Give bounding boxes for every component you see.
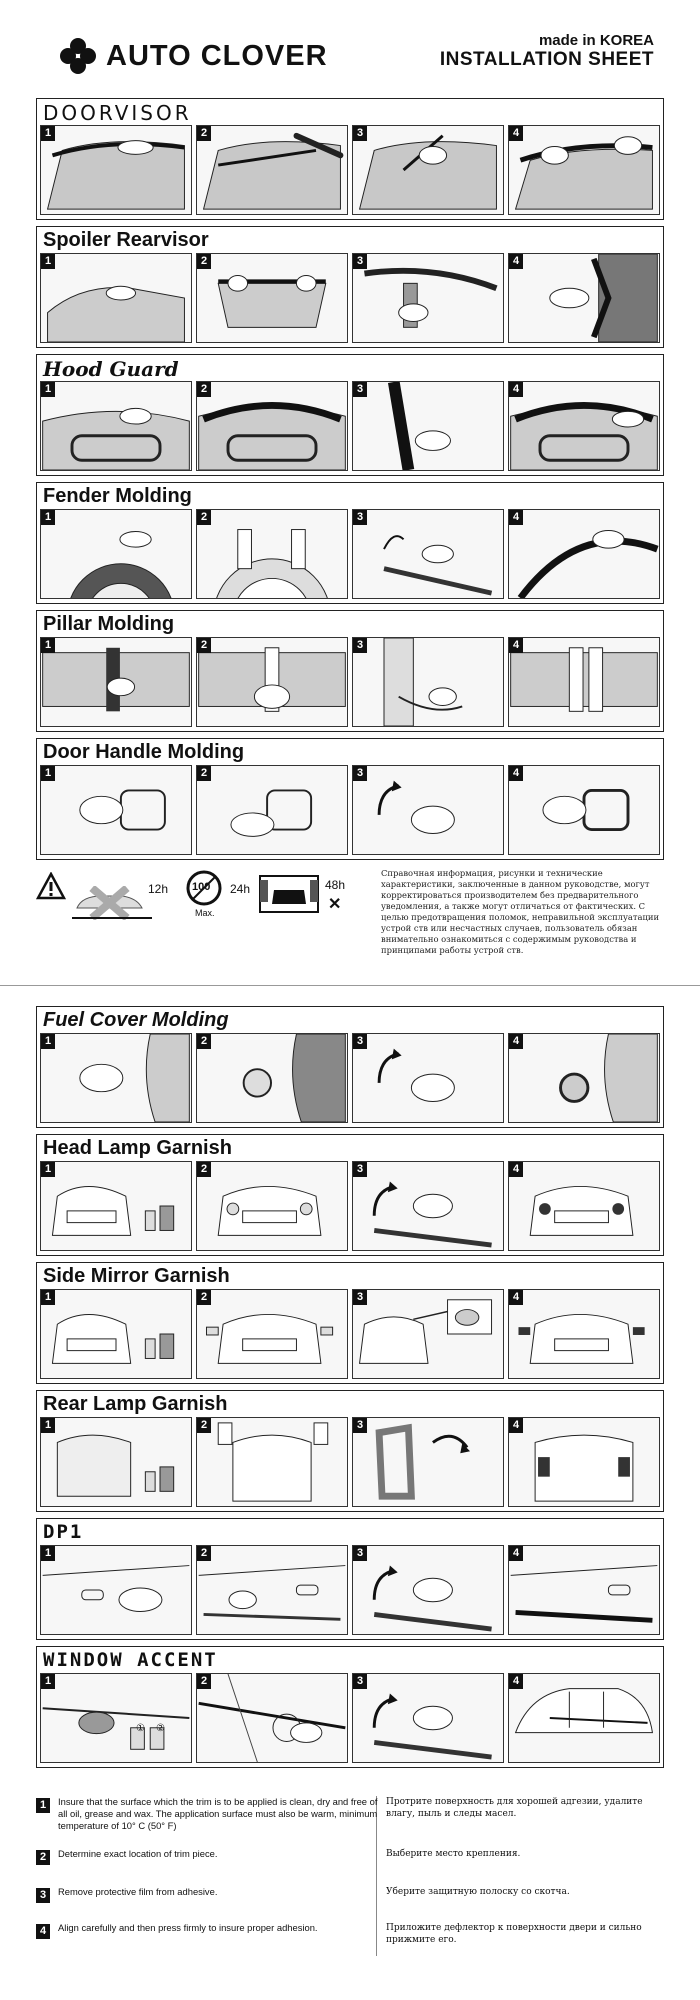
- step-panel: [196, 1673, 348, 1763]
- step-number: 1: [41, 766, 55, 781]
- instruction-en: Remove protective film from adhesive.: [58, 1886, 218, 1897]
- section-title: WINDOW ACCENT: [43, 1649, 218, 1671]
- step-panel: [352, 1033, 504, 1123]
- step-panel: [40, 1417, 192, 1507]
- section-door-visor: [36, 98, 664, 220]
- step-number: 1: [41, 1418, 55, 1433]
- step-number: 4: [509, 1290, 523, 1305]
- section-pillar-molding: [36, 610, 664, 732]
- step-panel: [196, 125, 348, 215]
- step-panel: [40, 253, 192, 343]
- step-number: 2: [197, 1674, 211, 1689]
- carwash-hours-label: 48h: [325, 878, 346, 892]
- car-front-illustration: [41, 1162, 191, 1250]
- car-front-illustration: [197, 1162, 347, 1250]
- door-visor-illustration: [41, 126, 191, 214]
- spoiler-press-illustration: [509, 254, 659, 342]
- section-title: Pillar Molding: [43, 613, 175, 635]
- step-number: 2: [197, 126, 211, 141]
- step-row: [40, 1545, 660, 1635]
- section-title: Fender Molding: [43, 485, 192, 507]
- step-number: 4: [509, 1546, 523, 1561]
- section-rear-lamp-garnish: [36, 1390, 664, 1512]
- peel-film-illustration: [353, 1034, 503, 1122]
- section-window-accent: [36, 1646, 664, 1768]
- car-front-illustration: [509, 1162, 659, 1250]
- step-number: 1: [41, 638, 55, 653]
- step-panel: [40, 765, 192, 855]
- wheel-arch-illustration: [41, 510, 191, 598]
- step-row: [40, 1161, 660, 1251]
- sheet-title: INSTALLATION SHEET: [439, 49, 654, 70]
- step-panel: [196, 1417, 348, 1507]
- step-number: 2: [197, 638, 211, 653]
- step-number: 4: [509, 766, 523, 781]
- step-panel: [508, 765, 660, 855]
- step-number: 2: [197, 510, 211, 525]
- instruction-en: Insure that the surface which the trim is to be applied is clean, dry and free of all oil, grease and wax. The application surface must also be warm, minimum temperature of 10° C (50° F): [58, 1796, 378, 1831]
- step-panel: [508, 125, 660, 215]
- rear-window-illustration: [197, 254, 347, 342]
- clover-icon: [60, 38, 96, 74]
- section-title: Spoiler Rearvisor: [43, 229, 209, 251]
- section-title: DP1: [43, 1521, 84, 1543]
- step-panel: [196, 1033, 348, 1123]
- pillar-illustration: [197, 638, 347, 726]
- step-panel: [196, 1289, 348, 1379]
- step-panel: [352, 1417, 504, 1507]
- step-panel: [196, 637, 348, 727]
- step-row: [40, 253, 660, 343]
- hood-front-illustration: [197, 382, 347, 470]
- step-row: [40, 1673, 660, 1763]
- section-head-lamp-garnish: [36, 1134, 664, 1256]
- peel-strip-illustration: [353, 1674, 503, 1762]
- step-number: 3: [353, 1546, 367, 1561]
- step-row: [40, 637, 660, 727]
- step-row: [40, 125, 660, 215]
- step-panel: [40, 637, 192, 727]
- brand-name: AUTO CLOVER: [106, 39, 328, 72]
- step-panel: [196, 253, 348, 343]
- pillar-illustration: [509, 638, 659, 726]
- step-number: 3: [353, 126, 367, 141]
- instruction-en: Align carefully and then press firmly to insure proper adhesion.: [58, 1922, 318, 1933]
- step-panel: [352, 765, 504, 855]
- step-number: 2: [197, 766, 211, 781]
- warning-triangle-icon: [36, 872, 66, 900]
- step-number: 3: [353, 1034, 367, 1049]
- section-title: Door Handle Molding: [43, 741, 245, 763]
- step-number: 3: [353, 766, 367, 781]
- car-rear-illustration: [197, 1418, 347, 1506]
- section-title: DOORVISOR: [43, 101, 192, 125]
- step-panel: [352, 381, 504, 471]
- car-rear-illustration: [41, 1418, 191, 1506]
- step-row: [40, 765, 660, 855]
- step-panel: [508, 1033, 660, 1123]
- step-panel: [40, 1545, 192, 1635]
- section-title: Hood Guard: [43, 357, 179, 381]
- step-number: 3: [353, 382, 367, 397]
- step-number: 4: [509, 382, 523, 397]
- step-number: 1: [41, 254, 55, 269]
- sheet-header: [22, 22, 668, 86]
- step-number: 3: [353, 254, 367, 269]
- step-panel: [352, 1289, 504, 1379]
- step-number: 4: [509, 1034, 523, 1049]
- step-panel: [196, 1545, 348, 1635]
- speed-limit-value: 100: [192, 881, 211, 893]
- car-wash-icon: [258, 874, 320, 914]
- step-panel: [508, 1673, 660, 1763]
- door-visor-illustration: [353, 126, 503, 214]
- step-number: 1: [41, 382, 55, 397]
- door-side-illustration: [197, 1546, 347, 1634]
- fuel-cap-illustration: [41, 1034, 191, 1122]
- step-panel: [40, 125, 192, 215]
- door-visor-illustration: [197, 126, 347, 214]
- step-panel: [40, 1289, 192, 1379]
- step-number: 3: [353, 510, 367, 525]
- instruction-ru: Уберите защитную полоску со скотча.: [386, 1887, 570, 1897]
- door-handle-illustration: [41, 766, 191, 854]
- step-number: 3: [353, 638, 367, 653]
- no-wash-icon: [72, 886, 152, 920]
- door-side-illustration: [41, 1546, 191, 1634]
- step-panel: [40, 381, 192, 471]
- car-front-illustration: [41, 1290, 191, 1378]
- step-panel: [352, 253, 504, 343]
- step-number: 3: [353, 1418, 367, 1433]
- step-row: [40, 1417, 660, 1507]
- instruction-number: 2: [36, 1850, 50, 1865]
- step-number: 4: [509, 1418, 523, 1433]
- step-number: 2: [197, 254, 211, 269]
- step-number: 2: [197, 382, 211, 397]
- step-panel: [196, 1161, 348, 1251]
- step-number: 3: [353, 1290, 367, 1305]
- step-row: [40, 1033, 660, 1123]
- wheel-arch-illustration: [509, 510, 659, 598]
- section-title: Fuel Cover Molding: [43, 1009, 229, 1031]
- made-in-label: made in KOREA: [538, 32, 654, 49]
- brand-logo: [60, 38, 328, 74]
- peel-film-illustration: [353, 766, 503, 854]
- wheel-arch-illustration: [197, 510, 347, 598]
- step-panel: [508, 381, 660, 471]
- section-dp1: [36, 1518, 664, 1640]
- section-fender-molding: [36, 482, 664, 604]
- car-side-illustration: [509, 1674, 659, 1762]
- step-panel: [508, 1545, 660, 1635]
- hood-front-illustration: [509, 382, 659, 470]
- speed-hours-label: 24h: [230, 882, 251, 896]
- prohibited-icon: ✕: [328, 896, 342, 913]
- russian-disclaimer: Справочная информация, рисунки и технические характеристики, заключенные в данном руководстве, могут корректироваться производителем без предварительного уведомления, а также могут отличаться от фактических. С целью предотвращения поломок, неправильной эксплуатации устрой ств или несчастных случаев, пользователь обязан внимательно ознакомиться с содержимым руководства и принципами работы устрой ств.: [381, 868, 660, 955]
- page-divider: [0, 985, 700, 986]
- step-number: 4: [509, 254, 523, 269]
- step-number: 4: [509, 1674, 523, 1689]
- instruction-en: Determine exact location of trim piece.: [58, 1848, 218, 1859]
- pillar-illustration: [41, 638, 191, 726]
- car-rear-illustration: [509, 1418, 659, 1506]
- step-panel: [352, 1161, 504, 1251]
- step-number: 1: [41, 1162, 55, 1177]
- step-panel: [40, 1673, 192, 1763]
- primer-step-2-icon: ②: [156, 1723, 165, 1734]
- lamp-garnish-piece-illustration: [353, 1418, 503, 1506]
- step-number: 1: [41, 126, 55, 141]
- instruction-number: 4: [36, 1924, 50, 1939]
- guard-strip-illustration: [353, 382, 503, 470]
- door-side-illustration: [509, 1546, 659, 1634]
- step-number: 4: [509, 1162, 523, 1177]
- section-door-handle-molding: [36, 738, 664, 860]
- section-title: Side Mirror Garnish: [43, 1265, 230, 1287]
- step-number: 1: [41, 1546, 55, 1561]
- step-number: 2: [197, 1290, 211, 1305]
- step-panel: [40, 509, 192, 599]
- step-panel: [196, 509, 348, 599]
- step-number: 2: [197, 1034, 211, 1049]
- instruction-number: 3: [36, 1888, 50, 1903]
- primer-step-1-icon: ①: [136, 1723, 145, 1734]
- wash-hours-label: 12h: [148, 882, 169, 896]
- step-number: 1: [41, 1034, 55, 1049]
- section-hood-guard: [36, 354, 664, 476]
- step-panel: [508, 253, 660, 343]
- car-front-illustration: [197, 1290, 347, 1378]
- section-title: Rear Lamp Garnish: [43, 1393, 228, 1415]
- instruction-ru: Выберите место крепления.: [386, 1849, 521, 1859]
- step-panel: [352, 125, 504, 215]
- step-number: 1: [41, 1290, 55, 1305]
- section-title: Head Lamp Garnish: [43, 1137, 232, 1159]
- section-fuel-cover-molding: [36, 1006, 664, 1128]
- header-right: [440, 32, 654, 71]
- step-number: 2: [197, 1162, 211, 1177]
- step-number: 4: [509, 126, 523, 141]
- pillar-film-illustration: [353, 638, 503, 726]
- window-line-illustration: [197, 1674, 347, 1762]
- molding-strip-illustration: [353, 510, 503, 598]
- step-number: 1: [41, 1674, 55, 1689]
- peel-strip-illustration: [353, 1546, 503, 1634]
- step-panel: [352, 1545, 504, 1635]
- step-panel: [40, 1161, 192, 1251]
- instructions-block: [36, 1796, 662, 1956]
- step-panel: [40, 1033, 192, 1123]
- step-number: 3: [353, 1674, 367, 1689]
- step-number: 2: [197, 1418, 211, 1433]
- hood-front-illustration: [41, 382, 191, 470]
- instruction-number: 1: [36, 1798, 50, 1813]
- window-line-illustration: [41, 1674, 191, 1762]
- peel-strip-illustration: [353, 1162, 503, 1250]
- section-side-mirror-garnish: [36, 1262, 664, 1384]
- instruction-ru: Приложите дефлектор к поверхности двери и сильно прижмите его.: [386, 1923, 642, 1945]
- step-row: [40, 509, 660, 599]
- step-panel: [352, 1673, 504, 1763]
- speed-max-label: Max.: [195, 908, 215, 918]
- step-panel: [352, 509, 504, 599]
- instruction-ru: Протрите поверхность для хорошей адгезии, удалите влагу, пыль и следы масел.: [386, 1797, 643, 1819]
- step-number: 2: [197, 1546, 211, 1561]
- step-number: 4: [509, 638, 523, 653]
- step-row: [40, 1289, 660, 1379]
- door-handle-illustration: [509, 766, 659, 854]
- step-panel: [508, 1417, 660, 1507]
- step-row: [40, 381, 660, 471]
- step-panel: [508, 637, 660, 727]
- fuel-cap-illustration: [197, 1034, 347, 1122]
- step-panel: [352, 637, 504, 727]
- step-panel: [196, 765, 348, 855]
- rear-window-illustration: [41, 254, 191, 342]
- spoiler-piece-illustration: [353, 254, 503, 342]
- step-number: 1: [41, 510, 55, 525]
- door-handle-illustration: [197, 766, 347, 854]
- mirror-garnish-illustration: [353, 1290, 503, 1378]
- step-number: 3: [353, 1162, 367, 1177]
- section-spoiler-rearvisor: [36, 226, 664, 348]
- step-panel: [508, 1161, 660, 1251]
- fuel-cap-illustration: [509, 1034, 659, 1122]
- step-number: 4: [509, 510, 523, 525]
- step-panel: [508, 509, 660, 599]
- step-panel: [196, 381, 348, 471]
- warning-row: [36, 868, 662, 958]
- car-front-illustration: [509, 1290, 659, 1378]
- step-panel: [508, 1289, 660, 1379]
- door-visor-illustration: [509, 126, 659, 214]
